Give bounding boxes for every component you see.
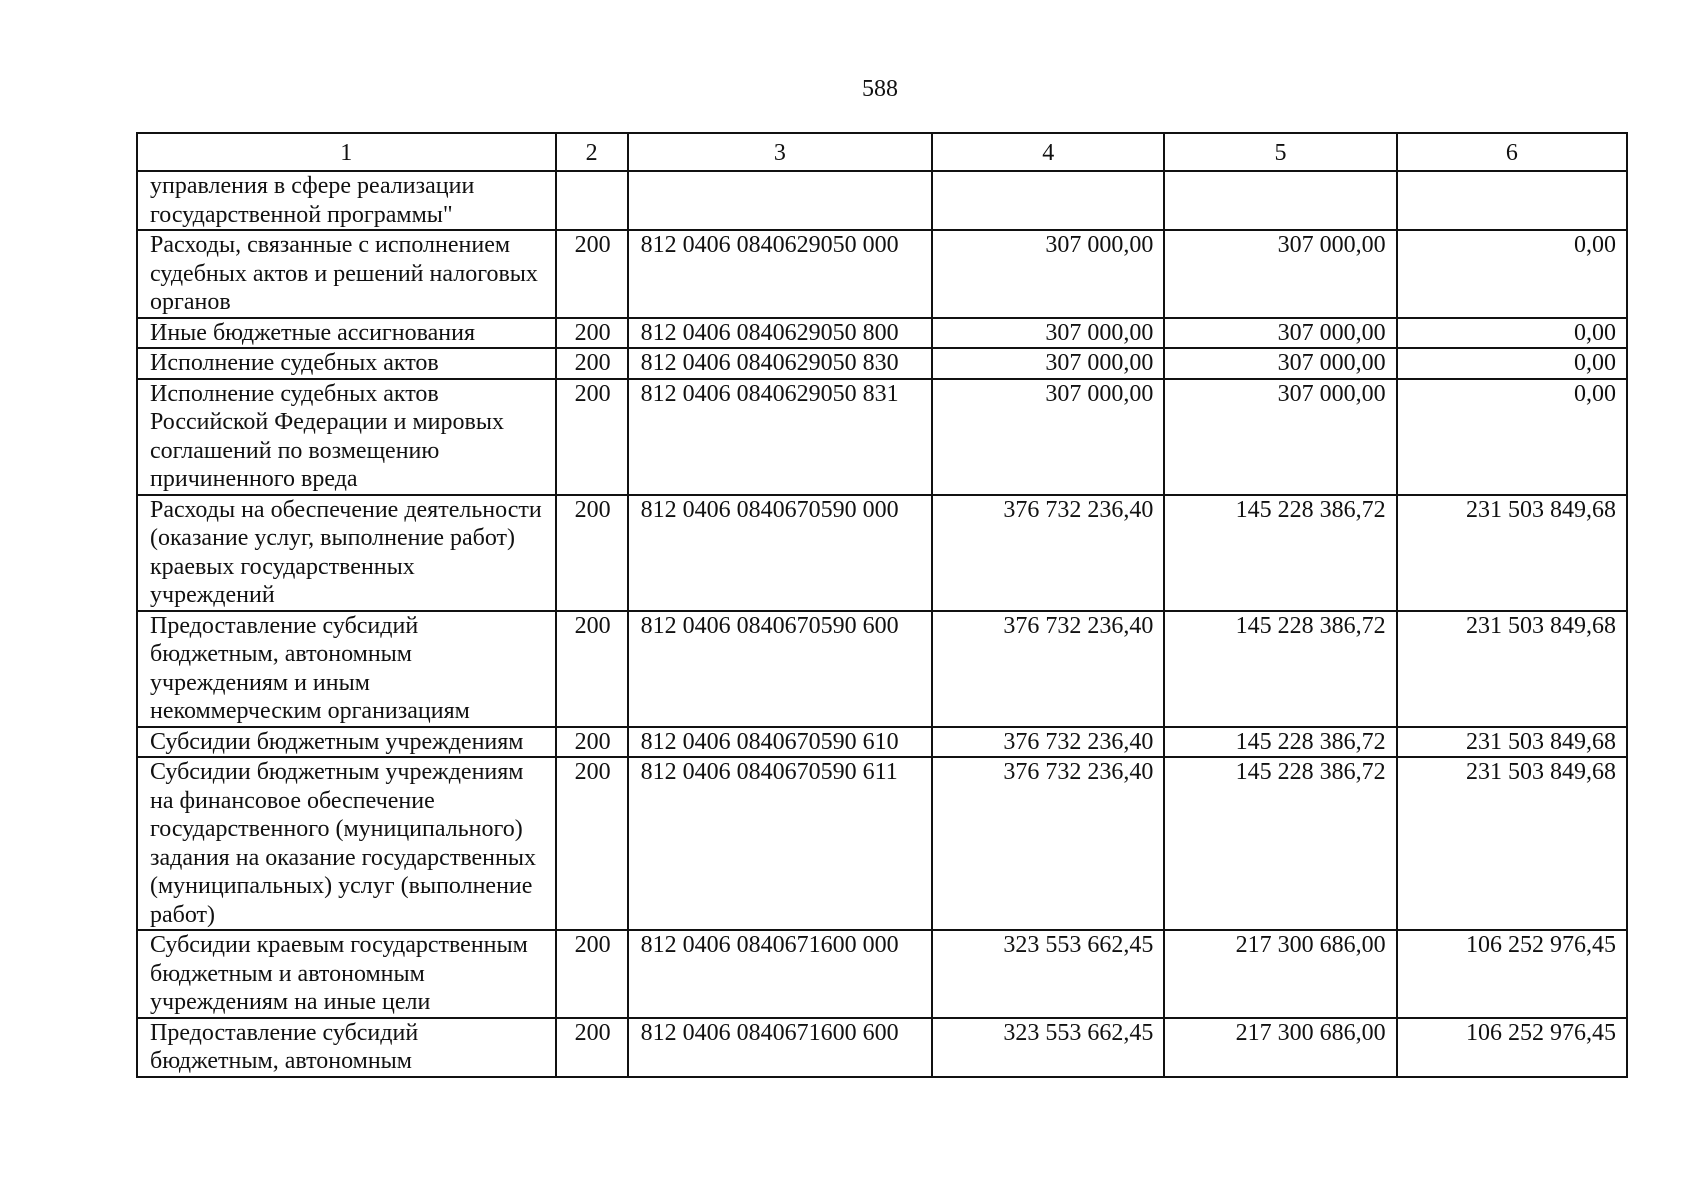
column-header: 2 bbox=[556, 133, 628, 171]
row-amount-col6: 0,00 bbox=[1397, 379, 1627, 495]
row-budget-code: 812 0406 0840629050 000 bbox=[628, 230, 932, 318]
row-code-200: 200 bbox=[556, 348, 628, 379]
row-amount-col4: 323 553 662,45 bbox=[932, 1018, 1164, 1077]
row-amount-col4: 307 000,00 bbox=[932, 318, 1164, 349]
table-row bbox=[137, 757, 1627, 930]
row-description: Предоставление субсидий бюджетным, автономным bbox=[137, 1018, 556, 1077]
column-header: 1 bbox=[137, 133, 556, 171]
page-number: 588 bbox=[862, 76, 898, 102]
row-amount-col4: 376 732 236,40 bbox=[932, 495, 1164, 611]
row-amount-col6: 0,00 bbox=[1397, 230, 1627, 318]
row-code-200 bbox=[556, 171, 628, 230]
row-code-200: 200 bbox=[556, 230, 628, 318]
row-description: Исполнение судебных актов bbox=[137, 348, 556, 379]
row-budget-code: 812 0406 0840670590 600 bbox=[628, 611, 932, 727]
row-budget-code: 812 0406 0840670590 000 bbox=[628, 495, 932, 611]
row-amount-col5: 145 228 386,72 bbox=[1164, 495, 1396, 611]
column-header: 6 bbox=[1397, 133, 1627, 171]
row-amount-col4 bbox=[932, 171, 1164, 230]
row-description: Предоставление субсидий бюджетным, автономным учреждениям и иным некоммерческим организациям bbox=[137, 611, 556, 727]
row-budget-code: 812 0406 0840670590 611 bbox=[628, 757, 932, 930]
row-amount-col5: 307 000,00 bbox=[1164, 379, 1396, 495]
table-row bbox=[137, 318, 1627, 349]
row-amount-col6: 0,00 bbox=[1397, 318, 1627, 349]
row-amount-col5: 217 300 686,00 bbox=[1164, 930, 1396, 1018]
row-description: Субсидии краевым государственным бюджетным и автономным учреждениям на иные цели bbox=[137, 930, 556, 1018]
row-amount-col4: 376 732 236,40 bbox=[932, 727, 1164, 758]
row-amount-col5: 217 300 686,00 bbox=[1164, 1018, 1396, 1077]
row-budget-code: 812 0406 0840629050 831 bbox=[628, 379, 932, 495]
row-amount-col5: 307 000,00 bbox=[1164, 348, 1396, 379]
table-row bbox=[137, 930, 1627, 1018]
row-amount-col6: 0,00 bbox=[1397, 348, 1627, 379]
row-amount-col6: 106 252 976,45 bbox=[1397, 1018, 1627, 1077]
row-budget-code: 812 0406 0840671600 000 bbox=[628, 930, 932, 1018]
row-amount-col5 bbox=[1164, 171, 1396, 230]
table-row bbox=[137, 495, 1627, 611]
table-row bbox=[137, 1018, 1627, 1077]
row-code-200: 200 bbox=[556, 379, 628, 495]
row-code-200: 200 bbox=[556, 611, 628, 727]
table-row bbox=[137, 727, 1627, 758]
row-amount-col4: 307 000,00 bbox=[932, 230, 1164, 318]
row-code-200: 200 bbox=[556, 757, 628, 930]
row-amount-col4: 307 000,00 bbox=[932, 379, 1164, 495]
table-row bbox=[137, 348, 1627, 379]
row-code-200: 200 bbox=[556, 495, 628, 611]
table-row bbox=[137, 171, 1627, 230]
table-row bbox=[137, 230, 1627, 318]
row-budget-code: 812 0406 0840671600 600 bbox=[628, 1018, 932, 1077]
row-amount-col4: 376 732 236,40 bbox=[932, 611, 1164, 727]
row-budget-code bbox=[628, 171, 932, 230]
row-amount-col6: 231 503 849,68 bbox=[1397, 727, 1627, 758]
row-description: Расходы на обеспечение деятельности (оказание услуг, выполнение работ) краевых государственных учреждений bbox=[137, 495, 556, 611]
row-description: Расходы, связанные с исполнением судебных актов и решений налоговых органов bbox=[137, 230, 556, 318]
row-amount-col4: 376 732 236,40 bbox=[932, 757, 1164, 930]
row-code-200: 200 bbox=[556, 1018, 628, 1077]
row-amount-col4: 323 553 662,45 bbox=[932, 930, 1164, 1018]
row-amount-col6: 231 503 849,68 bbox=[1397, 757, 1627, 930]
row-description: Субсидии бюджетным учреждениям на финансовое обеспечение государственного (муниципального) задания на оказание государственных (муниципальных) услуг (выполнение работ) bbox=[137, 757, 556, 930]
column-header: 4 bbox=[932, 133, 1164, 171]
row-amount-col5: 145 228 386,72 bbox=[1164, 611, 1396, 727]
row-amount-col4: 307 000,00 bbox=[932, 348, 1164, 379]
row-amount-col5: 145 228 386,72 bbox=[1164, 727, 1396, 758]
row-amount-col6: 231 503 849,68 bbox=[1397, 611, 1627, 727]
row-code-200: 200 bbox=[556, 930, 628, 1018]
table-body bbox=[137, 171, 1627, 1077]
column-header: 3 bbox=[628, 133, 932, 171]
budget-table bbox=[136, 132, 1628, 1078]
row-amount-col5: 307 000,00 bbox=[1164, 318, 1396, 349]
row-code-200: 200 bbox=[556, 727, 628, 758]
row-code-200: 200 bbox=[556, 318, 628, 349]
row-description: Иные бюджетные ассигнования bbox=[137, 318, 556, 349]
row-amount-col6: 106 252 976,45 bbox=[1397, 930, 1627, 1018]
row-description: управления в сфере реализации государственной программы" bbox=[137, 171, 556, 230]
row-budget-code: 812 0406 0840670590 610 bbox=[628, 727, 932, 758]
row-amount-col6 bbox=[1397, 171, 1627, 230]
table-row bbox=[137, 379, 1627, 495]
row-budget-code: 812 0406 0840629050 800 bbox=[628, 318, 932, 349]
table-header-row bbox=[137, 133, 1627, 171]
row-budget-code: 812 0406 0840629050 830 bbox=[628, 348, 932, 379]
row-amount-col5: 145 228 386,72 bbox=[1164, 757, 1396, 930]
row-description: Субсидии бюджетным учреждениям bbox=[137, 727, 556, 758]
row-amount-col6: 231 503 849,68 bbox=[1397, 495, 1627, 611]
column-header: 5 bbox=[1164, 133, 1396, 171]
row-amount-col5: 307 000,00 bbox=[1164, 230, 1396, 318]
row-description: Исполнение судебных актов Российской Федерации и мировых соглашений по возмещению причиненного вреда bbox=[137, 379, 556, 495]
table-row bbox=[137, 611, 1627, 727]
